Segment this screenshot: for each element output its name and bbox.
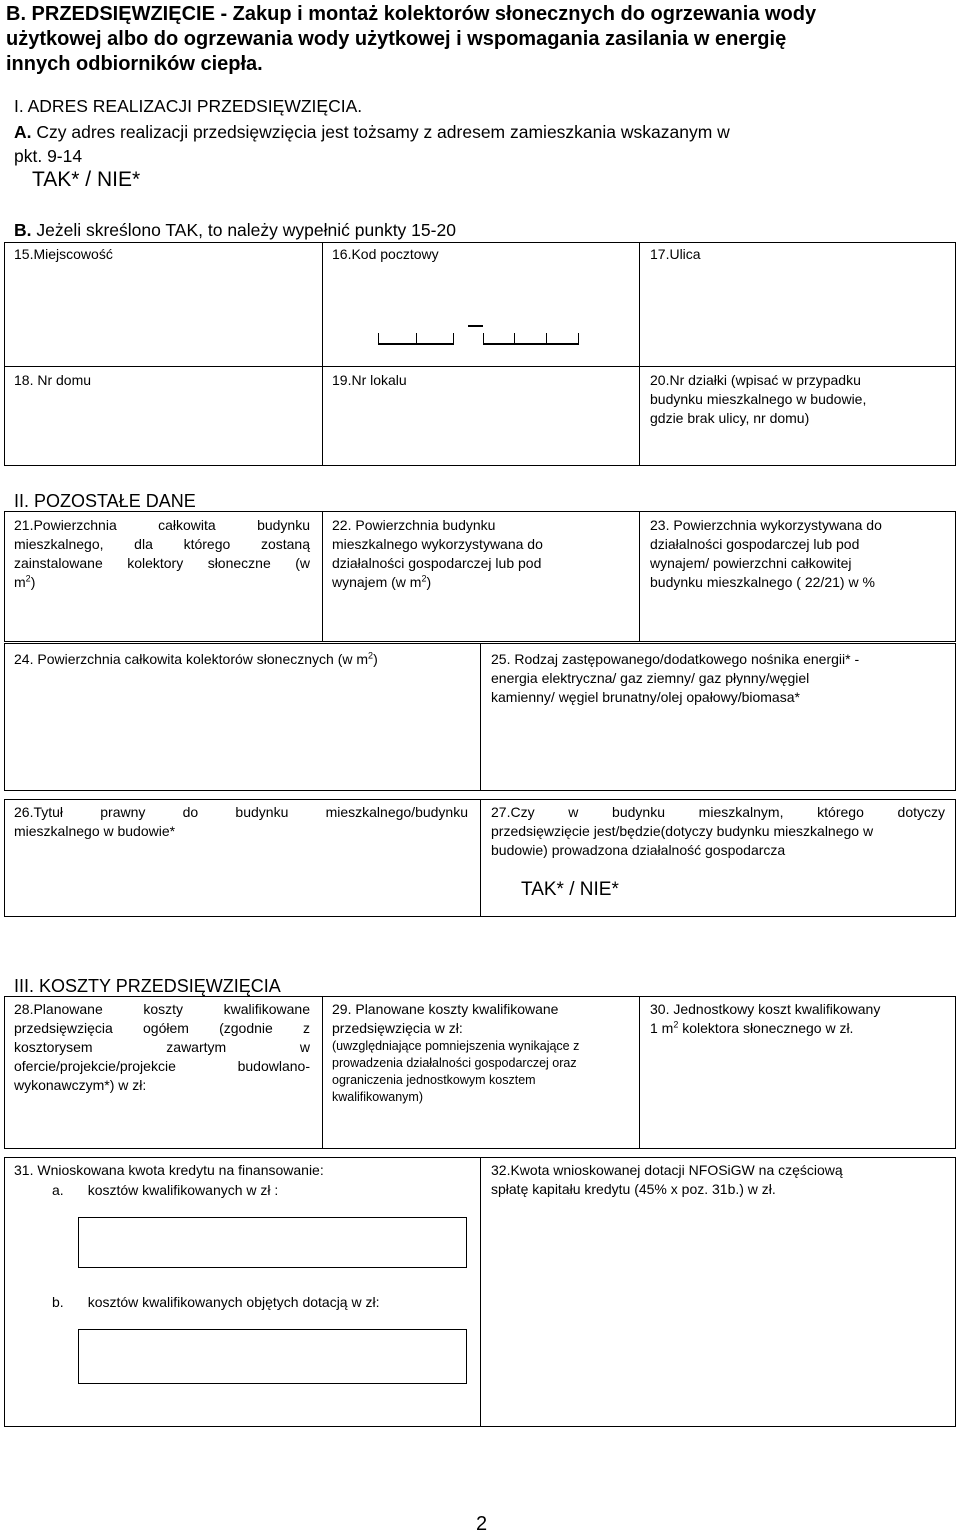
field-30-label: 30. Jednostkowy koszt kwalifikowany 1 $m^2$ kolektora słonecznego w zł.	[650, 1001, 881, 1036]
question-a-text-2: pkt. 9-14	[14, 146, 83, 166]
field-31a-label: a. kosztów kwalifikowanych w zł :	[52, 1182, 279, 1198]
field-31-label: 31. Wnioskowana kwota kredytu na finansowanie:	[14, 1162, 324, 1178]
field-21-label: 21.Powierzchnia całkowita budynku mieszkalnego, dla którego zostaną zainstalowane kolektory słoneczne (w $m^2$)	[14, 517, 310, 590]
field-31b-input[interactable]	[78, 1329, 467, 1384]
field-27-answer[interactable]: TAK* / NIE*	[521, 879, 619, 900]
document-title	[6, 2, 956, 77]
question-a-prefix: A.	[14, 122, 32, 142]
section-1-heading: I. ADRES REALIZACJI PRZEDSIĘWZIĘCIA.	[14, 96, 363, 116]
answer-a[interactable]: TAK* / NIE*	[32, 168, 141, 191]
section-2-heading: II. POZOSTAŁE DANE	[14, 491, 196, 511]
field-22-label: 22. Powierzchnia budynku mieszkalnego wykorzystywana do działalności gospodarczej lub pod wynajem (w $m^2$)	[332, 517, 543, 590]
title-line-2: użytkowej albo do ogrzewania wody użytkowej i wspomagania zasilania w energię	[6, 28, 787, 50]
note-b-text: Jeżeli skreślono TAK, to należy wypełnić punkty 15-20	[31, 220, 456, 240]
field-19-label: 19.Nr lokalu	[332, 372, 407, 388]
field-31a-input[interactable]	[78, 1217, 467, 1268]
field-31b-label: b. kosztów kwalifikowanych objętych dotacją w zł:	[52, 1294, 380, 1310]
question-a-text: Czy adres realizacji przedsięwzięcia jest tożsamy z adresem zamieszkania wskazanym w	[31, 122, 730, 142]
field-24-label: 24. Powierzchnia całkowita kolektorów słonecznych (w $m^2$)	[14, 650, 378, 667]
title-line-3: innych odbiorników ciepła.	[6, 53, 263, 75]
field-17-label: 17.Ulica	[650, 246, 701, 262]
field-23-label: 23. Powierzchnia wykorzystywana do działalności gospodarczej lub pod wynajem/ powierzchni całkowitej budynku mieszkalnego ( 22/21) w %	[650, 517, 882, 590]
field-15-label: 15.Miejscowość	[14, 246, 113, 262]
field-26-label: 26.Tytuł prawny do budynku mieszkalnego/budynku mieszkalnego w budowie*	[14, 804, 468, 839]
field-27-label: 27.Czy w budynku mieszkalnym, którego dotyczy przedsięwzięcie jest/będzie(dotyczy budynku mieszkalnego w budowie) prowadzona działalność gospodarcza	[491, 804, 945, 858]
title-line-1: B. PRZEDSIĘWZIĘCIE - Zakup i montaż kolektorów słonecznych do ogrzewania wody	[6, 3, 817, 25]
field-18-label: 18. Nr domu	[14, 372, 92, 388]
field-20-label: 20.Nr działki (wpisać w przypadku budynku mieszkalnego w budowie, gdzie brak ulicy, nr domu)	[650, 372, 867, 426]
field-29-label: 29. Planowane koszty kwalifikowane przedsięwzięcia w zł: (uwzględniające pomniejszenia wynikające z prowadzenia działalności gospodarczej oraz ograniczenia jednostkowym kosztem kwalifikowanym)	[332, 1001, 580, 1104]
field-16-label: 16.Kod pocztowy	[332, 246, 439, 262]
note-b	[14, 218, 456, 242]
note-b-prefix: B.	[14, 220, 32, 240]
section-3-heading: III. KOSZTY PRZEDSIĘWZIĘCIA	[14, 976, 281, 996]
page-number: 2	[476, 1513, 488, 1535]
field-28-label: 28.Planowane koszty kwalifikowane przedsięwzięcia ogółem (zgodnie z kosztorysem zawartym w ofercie/projekcie/projekcie budowlano- wykonawczym*) w zł:	[14, 1001, 310, 1093]
field-25-label: 25. Rodzaj zastępowanego/dodatkowego nośnika energii* - energia elektryczna/ gaz ziemny/ gaz płynny/węgiel kamienny/ węgiel brunatny/olej opałowy/biomasa*	[491, 651, 860, 705]
field-32-label: 32.Kwota wnioskowanej dotacji NFOSiGW na częściową spłatę kapitału kredytu (45% x poz. 31b.) w zł.	[491, 1162, 843, 1197]
question-a	[14, 120, 954, 168]
address-table	[4, 242, 956, 466]
